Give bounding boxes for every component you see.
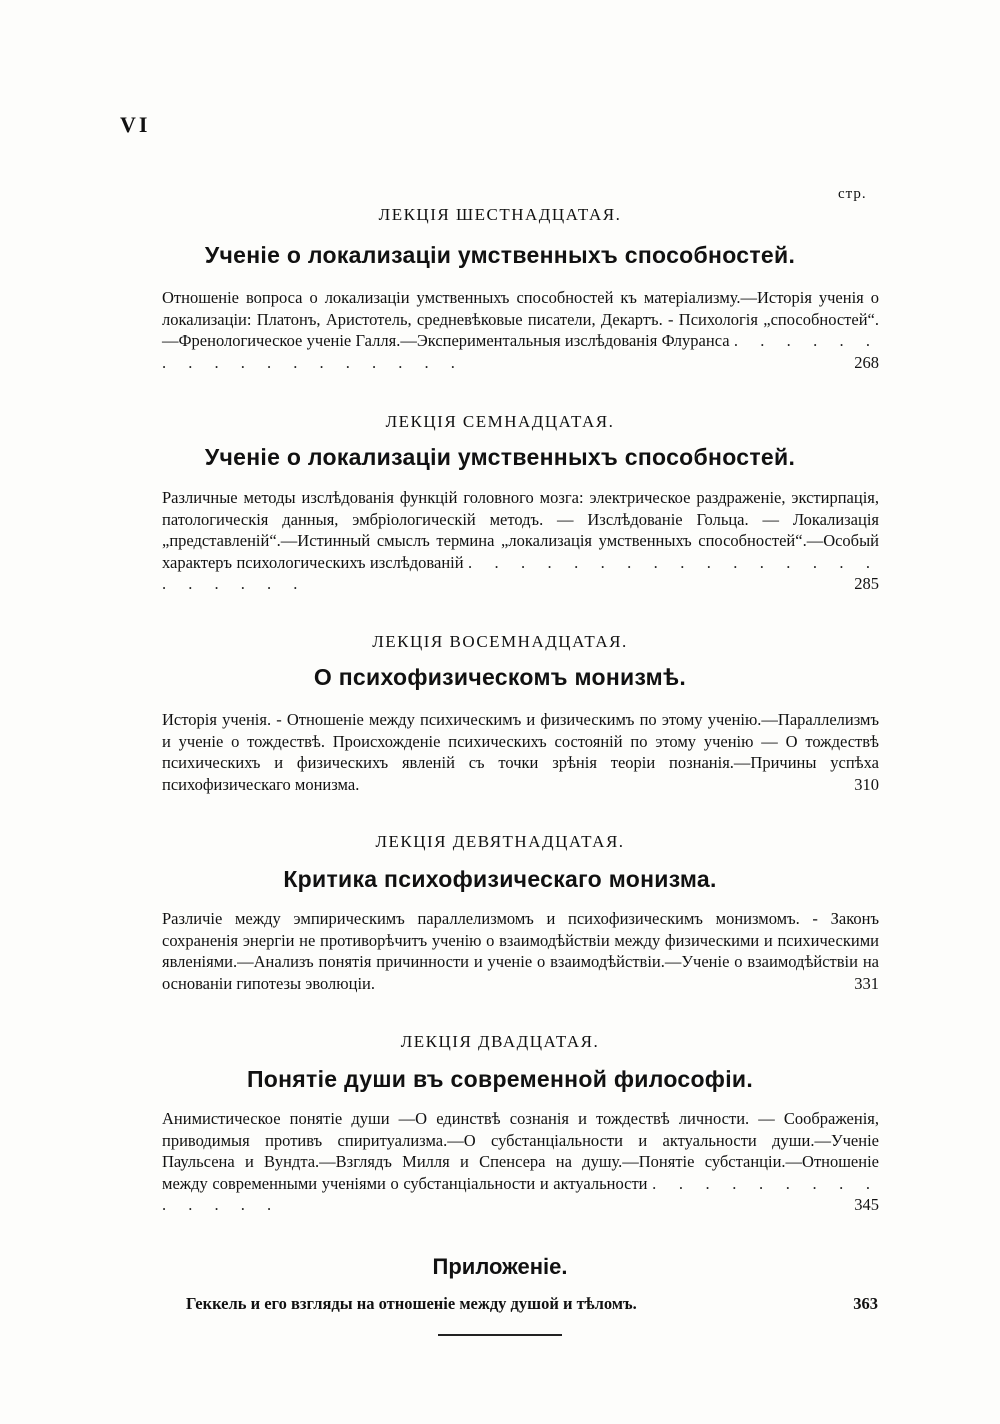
- toc-entry-summary: Отношеніе вопроса о локализаціи умственныхъ способностей къ матеріализму.—Исторія ученія о локализаціи: Платонъ, Аристотель, средневѣковые писатели, Декартъ. - Психологія „способностей“.—Френологическое ученіе Галля.—Экспериментальныя изслѣдованія Флуранса: [162, 288, 879, 351]
- lecture-title: Ученіе о локализаціи умственныхъ способностей.: [204, 242, 796, 268]
- lecture-title: Понятіе души въ современной философіи.: [246, 1066, 754, 1092]
- lecture-label: ЛЕКЦІЯ ВОСЕМНАДЦАТАЯ.: [372, 632, 628, 651]
- toc-entry-summary: Различіе между эмпирическимъ параллелизмомъ и психофизическимъ монизмомъ. - Законъ сохраненія энергіи не противорѣчитъ ученію о взаимодѣйствіи между физическими и психическими явленіями.—Анализъ понятія причинности и ученіе о взаимодѣйствіи.—Ученіе о взаимодѣйствіи на основаніи гипотезы эволюціи.: [162, 909, 879, 993]
- page-number: VI: [120, 112, 151, 137]
- appendix-entry-page: 363: [853, 1294, 878, 1313]
- lecture-label: ЛЕКЦІЯ ДЕВЯТНАДЦАТАЯ.: [375, 832, 625, 851]
- toc-entry: [162, 709, 879, 795]
- toc-entry: [162, 487, 879, 595]
- toc-entry-page: 268: [854, 352, 879, 372]
- page-column-label: стр.: [838, 186, 867, 202]
- toc-entry: [162, 1108, 879, 1216]
- lecture-label: ЛЕКЦІЯ СЕМНАДЦАТАЯ.: [385, 412, 615, 431]
- toc-entry-page: 310: [854, 774, 879, 794]
- toc-entry-summary: Исторія ученія. - Отношеніе между психическимъ и физическимъ по этому ученію.—Параллелизмъ и ученіе о тождествѣ. Происхожденіе психическихъ состояній по этому ученію — О тождествѣ психическихъ и физическихъ явленій съ точки зрѣнія теоріи познанія.—Причины успѣха психофизическаго монизма.: [162, 710, 879, 794]
- toc-entry-page: 331: [854, 973, 879, 993]
- toc-entry: [162, 908, 879, 994]
- lecture-label: ЛЕКЦІЯ ДВАДЦАТАЯ.: [400, 1032, 600, 1051]
- leader-dots: . . . . . . . . . . . . . . . . . .: [162, 331, 880, 372]
- toc-entry: [162, 287, 879, 373]
- lecture-title: О психофизическомъ монизмѣ.: [313, 664, 687, 690]
- appendix-title: Приложеніе.: [432, 1254, 568, 1279]
- appendix-entry-text: Геккель и его взгляды на отношеніе между душой и тѣломъ.: [186, 1294, 637, 1313]
- end-divider: [438, 1334, 562, 1336]
- leader-dots: . . . . . . . . . . . . . . . . . . . . . .: [162, 552, 880, 594]
- toc-entry-summary: Анимистическое понятіе души —О единствѣ сознанія и тождествѣ личности. — Соображенія, приводимыя противъ спиритуализма.—О субстанціальности и актуальности души.—Ученіе Паульсена и Вундта.—Взглядъ Милля и Спенсера на душу.—Понятіе субстанціи.—Отношеніе между современными ученіями о субстанціальности и актуальности: [162, 1109, 879, 1193]
- toc-entry-page: 285: [854, 574, 879, 594]
- leader-dots: . . . . . . . . . . . . . .: [162, 1173, 880, 1215]
- lecture-title: Ученіе о локализаціи умственныхъ способностей.: [204, 444, 796, 470]
- lecture-title: Критика психофизическаго монизма.: [283, 866, 717, 892]
- toc-entry-summary: Различные методы изслѣдованія функцій головного мозга: электрическое раздраженіе, экстирпація, патологическія данныя, эмбріологическій методъ. — Изслѣдованіе Гольца. — Локализація „представленій“.—Истинный смыслъ термина „локализація умственныхъ способностей“.—Особый характеръ психологическихъ изслѣдованій: [162, 488, 879, 572]
- toc-entry-page: 345: [854, 1195, 879, 1215]
- appendix-entry: [186, 1294, 878, 1314]
- lecture-label: ЛЕКЦІЯ ШЕСТНАДЦАТАЯ.: [378, 205, 622, 224]
